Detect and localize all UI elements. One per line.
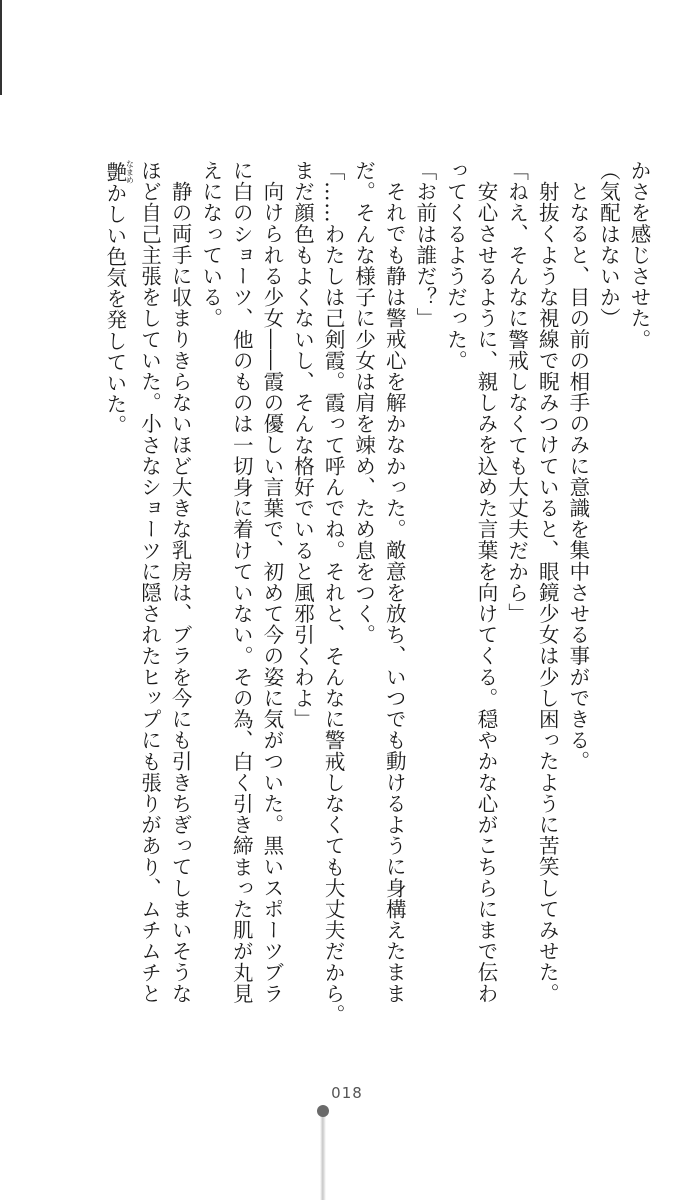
body-text [34, 160, 654, 1040]
page-number: 018 [331, 1084, 363, 1102]
text-line: 安心させるように、親しみを込めた言葉を向けてくる。穏やかな心がこちらにまで伝わ [474, 180, 499, 1004]
text-line: 「……わたしは己剣霞。霞って呼んでね。それと、そんなに警戒しなくても大丈夫だから。 [321, 160, 346, 1026]
text-line-rest: かしい色気を発していた。 [102, 182, 127, 436]
text-line: （気配はないか） [596, 160, 621, 329]
ruby-reading: なまめ [125, 160, 135, 184]
text-line-with-ruby [99, 160, 134, 1040]
text-line: 射抜くような視線で睨みつけていると、眼鏡少女は少し困ったように苦笑してみせた。 [535, 180, 560, 1004]
ruby-base: 艶 [102, 160, 127, 184]
text-line: ってくるようだった。 [443, 160, 468, 371]
text-line: 「お前は誰だ？」 [412, 160, 437, 329]
text-line: ほど自己主張をしていた。小さなショーツに隠されたヒップにも張りがあり、ムチムチと [137, 160, 162, 1004]
text-line: 静の両手に収まりきらないほど大きな乳房は、ブラを今にも引きちぎってしまいそうな [168, 180, 193, 1004]
text-line: だ。そんな様子に少女は肩を竦め、ため息をつく。 [351, 160, 376, 646]
text-line: かさを感じさせた。 [627, 160, 651, 350]
page-marker-dot [317, 1105, 329, 1117]
ruby-word [102, 160, 135, 184]
text-line: 「ねえ、そんなに警戒しなくても大丈夫だから」 [504, 160, 529, 625]
page-marker-line [320, 1110, 326, 1200]
page-edge-mark [0, 0, 2, 95]
text-line: それでも静は警戒心を解かなかった。敵意を放ち、いつでも動けるように身構えたまま [382, 180, 407, 1004]
text-line: えになっている。 [198, 160, 223, 329]
text-line: まだ顔色もよくないし、そんな格好でいると風邪引くわよ」 [290, 160, 315, 730]
text-line: 向けられる少女――霞の優しい言葉で、初めて今の姿に気がついた。黒いスポーツブラ [259, 180, 284, 1004]
text-line: となると、目の前の相手のみに意識を集中させる事ができる。 [565, 180, 590, 772]
text-line: に白のショーツ、他のものは一切身に着けていない。その為、白く引き締まった肌が丸見 [229, 160, 254, 1004]
